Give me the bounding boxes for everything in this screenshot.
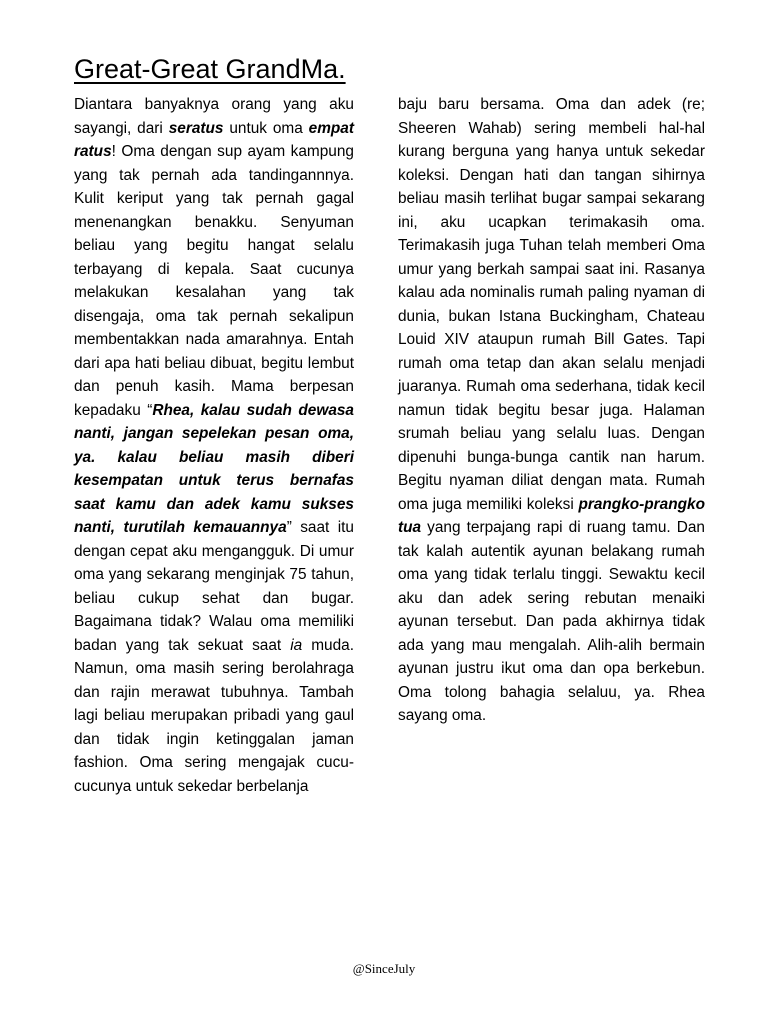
- body-text: yang terpajang rapi di ruang tamu. Dan tak kalah autentik ayunan belakang rumah oma yang tidak terlalu tinggi. Sewaktu kecil aku dan adek sering rebutan menaiki ayunan tersebut. Dan pada akhirnya tidak ada yang mau mengalah. Alih-alih bermain ayunan justru ikut oma dan opa berkebun. Oma tolong bahagia selaluu, ya. Rhea sayang oma.: [398, 519, 705, 724]
- body-text: Diantara banyaknya orang yang aku sayangi, dari: [74, 96, 354, 137]
- emphasis-empat-ratus: empat ratus: [74, 119, 354, 160]
- left-paragraph: [74, 93, 354, 798]
- emphasis-prangko: prangko-prangko tua: [398, 495, 705, 536]
- right-paragraph: [398, 93, 705, 728]
- footer-credit: @SinceJuly: [352, 961, 416, 976]
- body-text: ” saat itu dengan cepat aku mengangguk. Di umur oma yang sekarang menginjak 75 tahun, beliau cukup sehat dan bugar. Bagaimana tidak? Walau oma memiliki badan yang tak sekuat saat: [74, 519, 354, 654]
- quote-mama: Rhea, kalau sudah dewasa nanti, jangan sepelekan pesan oma, ya. kalau beliau masih diberi kesempatan untuk terus bernafas saat kamu dan adek kamu sukses nanti, turutilah kemauannya: [74, 401, 354, 536]
- body-text: muda. Namun, oma masih sering berolahraga dan rajin merawat tubuhnya. Tambah lagi beliau merupakan pribadi yang gaul dan tidak ingin ketinggalan jaman fashion. Oma sering mengajak cucu-cucunya untuk sekedar berbelanja: [74, 636, 354, 795]
- emphasis-seratus: seratus: [168, 119, 224, 137]
- body-text: baju baru bersama. Oma dan adek (re; Sheeren Wahab) sering membeli hal-hal kurang berguna yang hanya untuk sekedar koleksi. Dengan hati dan tangan sihirnya beliau masih terlihat bugar sampai sekarang ini, aku ucapkan terimakasih oma. Terimakasih juga Tuhan telah memberi Oma umur yang berkah sampai saat ini. Rasanya kalau ada nominalis rumah paling nyaman di dunia, bukan Istana Buckingham, Chateau Louid XIV ataupun rumah Bill Gates. Tapi rumah oma tetap dan akan selalu menjadi juaranya. Rumah oma sederhana, tidak kecil namun tidak begitu besar juga. Halaman srumah beliau yang selalu luas. Dengan dipenuhi bunga-bunga cantik nan harum. Begitu nyaman diliat dengan mata. Rumah oma juga memiliki koleksi: [398, 96, 705, 513]
- body-text: ! Oma dengan sup ayam kampung yang tak pernah ada tandingannnya. Kulit keriput yang tak pernah gagal menenangkan benakku. Senyuman beliau yang begitu hangat selalu terbayang di kepala. Saat cucunya melakukan kesalahan yang tak disengaja, oma tak pernah sekalipun membentakkan nada amarahnya. Entah dari apa hati beliau dibuat, begitu lembut dan penuh kasih. Mama berpesan kepadaku “: [74, 143, 354, 419]
- page-title: Great-Great GrandMa.: [74, 54, 346, 84]
- body-text: untuk oma: [223, 119, 309, 137]
- italic-ia: ia: [290, 636, 303, 654]
- left-column: [74, 93, 354, 798]
- right-column: [398, 93, 705, 728]
